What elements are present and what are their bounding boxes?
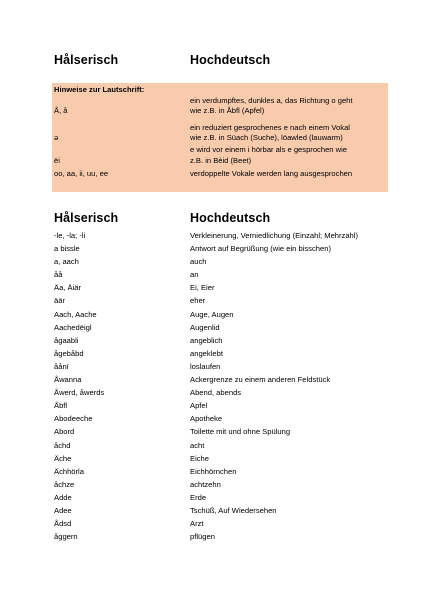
standard-german-translation: Ackergrenze zu einem anderen Feldstück	[190, 375, 331, 385]
standard-german-translation: achtzehn	[190, 479, 221, 489]
standard-german-translation: Toilette mit und ohne Spülung	[190, 427, 291, 437]
glossary-table	[54, 231, 404, 545]
dialect-word: a bissle	[54, 244, 80, 254]
table-row	[54, 283, 404, 296]
dialect-word: Aachedëigl	[54, 322, 92, 332]
standard-german-translation: Apotheke	[190, 414, 223, 424]
table-row	[54, 296, 404, 309]
table-row	[54, 231, 404, 244]
standard-german-translation: Eichhörnchen	[190, 466, 237, 476]
standard-german-translation: Eiche	[190, 453, 209, 463]
dialect-word: Äa, Äiär	[54, 283, 82, 293]
table-row	[54, 532, 404, 545]
standard-german-translation: Auge, Augen	[190, 309, 234, 319]
dialect-word: ågebåbd	[54, 348, 84, 358]
dialect-word: åånï	[54, 361, 69, 371]
note-line: ein verdumpftes, dunkles a, das Richtung o geht	[190, 96, 353, 105]
note-line: z.B. in Bèid (Beet)	[190, 156, 252, 165]
notes-title: Hinweise zur Lautschrift:	[54, 85, 145, 94]
dialect-word: Ådsd	[54, 519, 72, 529]
standard-german-translation: acht	[190, 440, 205, 450]
column-header-hochdeutsch: Hochdeutsch	[190, 211, 271, 225]
standard-german-translation: Antwort auf Begrüßung (wie ein bisschen)	[190, 244, 331, 254]
dialect-word: Äche	[54, 453, 72, 463]
table-row	[54, 519, 404, 532]
table-row	[54, 362, 404, 375]
table-row	[54, 467, 404, 480]
dialect-word: åå	[54, 270, 63, 280]
table-row	[54, 480, 404, 493]
dialect-word: Abord	[54, 427, 75, 437]
pronunciation-notes-box	[52, 83, 388, 192]
note-line: wie z.B. in Åbfl (Apfel)	[190, 106, 265, 115]
standard-german-translation: Arzt	[190, 519, 204, 529]
table-row	[54, 388, 404, 401]
standard-german-translation: loslaufen	[190, 361, 221, 371]
table-row	[54, 270, 404, 283]
note-line: wie z.B. in Süach (Suche), löawled (lauwarm)	[190, 133, 343, 142]
standard-german-translation: eher	[190, 296, 206, 306]
table-row	[54, 401, 404, 414]
dialect-word: åggern	[54, 532, 78, 542]
standard-german-translation: angeblich	[190, 335, 223, 345]
dialect-word: Adde	[54, 492, 72, 502]
standard-german-translation: Apfel	[190, 401, 208, 411]
dialect-word: a, aach	[54, 257, 79, 267]
dialect-word: Ächhörla	[54, 466, 84, 476]
note-symbol: oo, aa, ii, uu, ee	[54, 169, 109, 178]
dialect-word: åchd	[54, 440, 71, 450]
table-row	[54, 493, 404, 506]
table-row	[54, 336, 404, 349]
table-row	[54, 506, 404, 519]
dialect-word: Adee	[54, 505, 72, 515]
dialect-word: Åbfl	[54, 401, 68, 411]
note-symbol: ə	[54, 133, 59, 142]
standard-german-translation: pflügen	[190, 532, 215, 542]
dialect-word: Åwanna	[54, 375, 82, 385]
column-header-halserisch: Hålserisch	[54, 211, 119, 225]
standard-german-translation: Augenlid	[190, 322, 220, 332]
table-row	[54, 441, 404, 454]
table-row	[54, 414, 404, 427]
column-header-halserisch: Hålserisch	[54, 53, 119, 67]
note-line: verdoppelte Vokale werden lang ausgesprochen	[190, 169, 353, 178]
dialect-word: Aach, Aache	[54, 309, 97, 319]
standard-german-translation: auch	[190, 257, 207, 267]
note-symbol: ëi	[54, 156, 60, 165]
table-row	[54, 310, 404, 323]
table-row	[54, 323, 404, 336]
standard-german-translation: Ei, Eier	[190, 283, 215, 293]
note-line: e wird vor einem i hörbar als e gesprochen wie	[190, 145, 348, 154]
note-symbol: Å, å	[54, 106, 68, 115]
table-row	[54, 257, 404, 270]
dialect-word: äär	[54, 296, 65, 306]
table-row	[54, 427, 404, 440]
table-row	[54, 375, 404, 388]
table-row	[54, 349, 404, 362]
standard-german-translation: Tschüß, Auf Wiedersehen	[190, 505, 277, 515]
standard-german-translation: Abend, abends	[190, 388, 242, 398]
standard-german-translation: Erde	[190, 492, 207, 502]
dialect-word: åchze	[54, 479, 75, 489]
dialect-word: Åwerd, åwerds	[54, 388, 105, 398]
note-line: ein reduziert gesprochenes e nach einem Vokal	[190, 123, 350, 132]
standard-german-translation: an	[190, 270, 199, 280]
dialect-word: -le, -la; -li	[54, 231, 86, 240]
standard-german-translation: Verkleinerung, Verniedlichung (Einzahl; Mehrzahl)	[190, 231, 358, 240]
column-header-hochdeutsch: Hochdeutsch	[190, 53, 271, 67]
table-row	[54, 244, 404, 257]
table-row	[54, 454, 404, 467]
dialect-word: ågaabli	[54, 335, 79, 345]
standard-german-translation: angeklebt	[190, 348, 223, 358]
dialect-word: Abodeeche	[54, 414, 93, 424]
